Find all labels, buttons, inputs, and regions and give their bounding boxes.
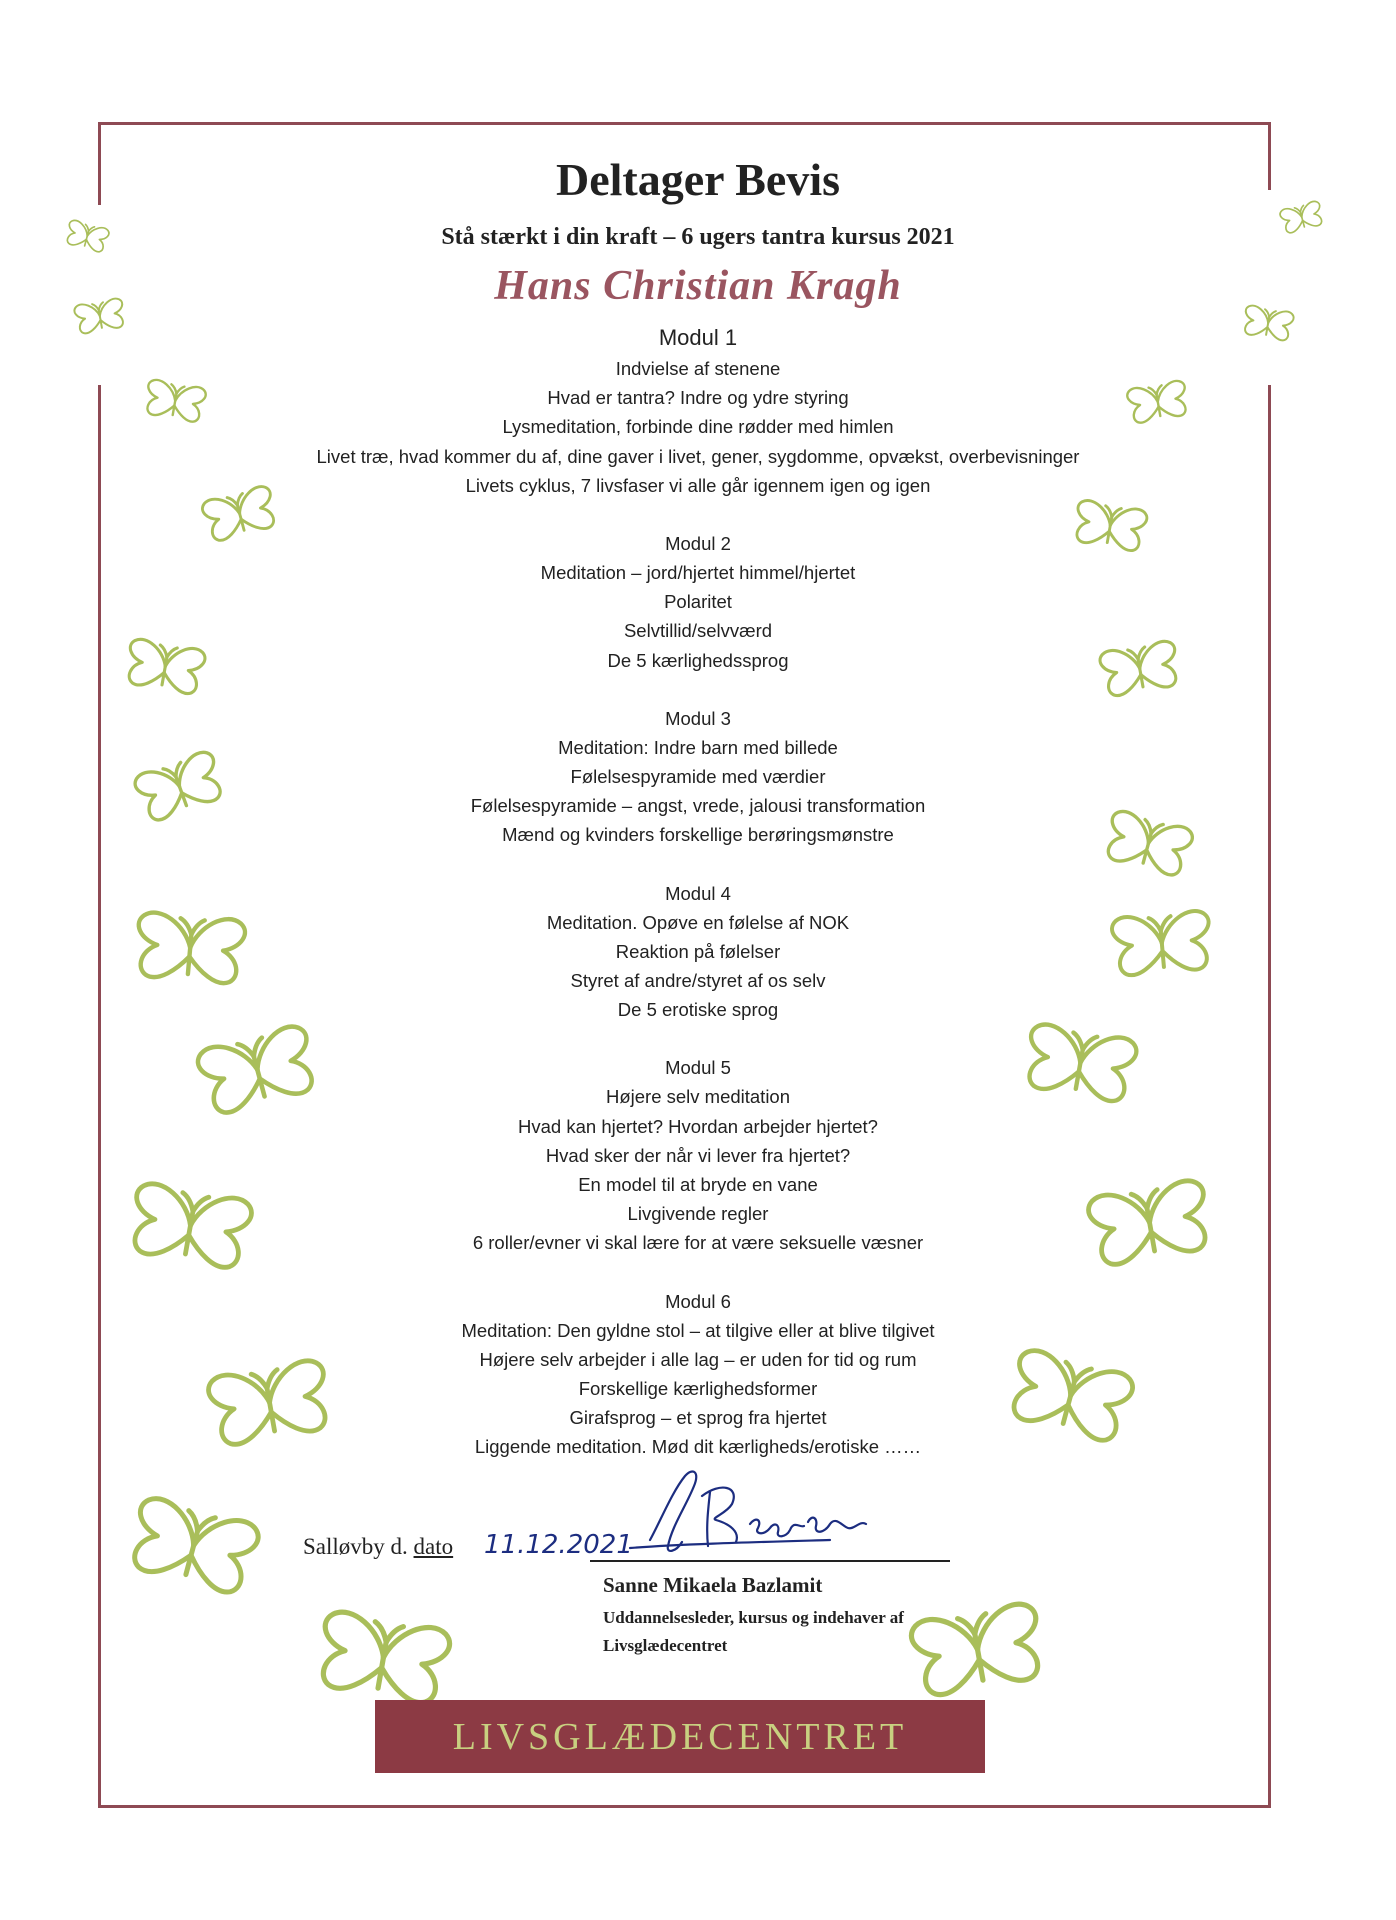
module-title: Modul 1 <box>658 325 738 350</box>
handwritten-date: 11.12.2021 <box>484 1530 633 1560</box>
butterfly-icon <box>126 1495 262 1597</box>
module-5 <box>150 1053 1246 1257</box>
module-item: Girafsprog – et sprog fra hjertet <box>569 1407 827 1429</box>
module-title: Modul 2 <box>665 533 731 555</box>
module-title: Modul 4 <box>665 882 731 904</box>
module-item: Livets cyklus, 7 livsfaser vi alle går igennem igen og igen <box>465 474 931 496</box>
module-title: Modul 5 <box>665 1057 731 1079</box>
module-item: Reaktion på følelser <box>615 940 781 962</box>
module-item: Selvtillid/selvværd <box>623 620 773 642</box>
module-item: Højere selv arbejder i alle lag – er uden for tid og rum <box>479 1348 917 1370</box>
module-item: Livgivende regler <box>627 1203 769 1225</box>
module-2 <box>150 529 1246 675</box>
module-item: Mænd og kvinders forskellige berøringsmønstre <box>502 824 894 846</box>
module-item: Følelsespyramide – angst, vrede, jalousi transformation <box>470 795 926 817</box>
module-item: En model til at bryde en vane <box>578 1174 818 1196</box>
module-item: Styret af andre/styret af os selv <box>570 970 826 992</box>
module-item: Forskellige kærlighedsformer <box>578 1378 818 1400</box>
module-list <box>150 322 1246 1491</box>
module-item: Meditation: Den gyldne stol – at tilgive eller at blive tilgivet <box>461 1319 935 1341</box>
module-title: Modul 6 <box>665 1290 731 1312</box>
module-1 <box>150 322 1246 500</box>
module-item: Indvielse af stenene <box>615 358 781 379</box>
butterfly-icon <box>315 1609 452 1706</box>
module-item: Hvad kan hjertet? Hvordan arbejder hjertet? <box>518 1115 878 1137</box>
butterfly-icon <box>1242 305 1295 342</box>
module-item: Følelsespyramide med værdier <box>570 766 826 788</box>
recipient-name: Hans Christian Kragh <box>494 263 902 309</box>
module-item: Hvad er tantra? Indre og ydre styring <box>547 387 849 409</box>
module-title: Modul 3 <box>665 707 731 729</box>
module-item: Liggende meditation. Mød dit kærligheds/erotiske …… <box>474 1436 922 1458</box>
module-item: Hvad sker der når vi lever fra hjertet? <box>545 1144 851 1166</box>
module-item: Lysmeditation, forbinde dine rødder med himlen <box>502 416 894 438</box>
module-item: De 5 erotiske sprog <box>617 999 779 1021</box>
module-item: Meditation – jord/hjertet himmel/hjertet <box>540 562 856 584</box>
module-item: Meditation. Opøve en følelse af NOK <box>546 911 850 933</box>
signer-name: Sanne Mikaela Bazlamit <box>603 1573 823 1597</box>
module-3 <box>150 704 1246 850</box>
certificate-title: Deltager Bevis <box>555 154 841 205</box>
livsglaedecentret-logo <box>375 1700 985 1773</box>
date-label: dato <box>413 1534 454 1559</box>
module-item: Højere selv meditation <box>605 1086 791 1108</box>
logo-text: LIVSGLÆDECENTRET <box>452 1715 908 1758</box>
signer-role: Uddannelsesleder, kursus og indehaver af Livsglædecentret <box>603 1608 904 1655</box>
module-6 <box>150 1287 1246 1462</box>
module-item: De 5 kærlighedssprog <box>607 649 789 671</box>
module-item: 6 roller/evner vi skal lære for at være seksuelle væsner <box>472 1232 924 1254</box>
module-item: Polaritet <box>664 591 732 613</box>
module-item: Livet træ, hvad kommer du af, dine gaver i livet, gener, sygdomme, opvækst, overbevisninger <box>316 445 1080 467</box>
handwritten-signature <box>590 1462 950 1572</box>
place-text: Salløvby d. <box>303 1534 408 1559</box>
certificate-subtitle: Stå stærkt i din kraft – 6 ugers tantra kursus 2021 <box>441 224 955 250</box>
module-4 <box>150 879 1246 1025</box>
signature-place <box>303 1534 453 1560</box>
module-item: Meditation: Indre barn med billede <box>558 736 838 758</box>
signature-line <box>590 1560 950 1562</box>
